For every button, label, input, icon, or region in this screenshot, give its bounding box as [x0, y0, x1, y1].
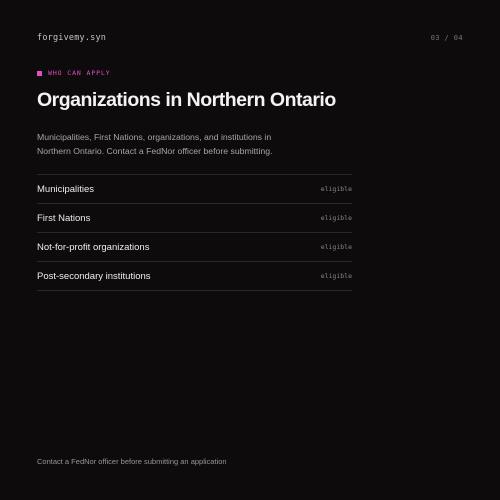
footer-note: Contact a FedNor officer before submitting an application: [37, 457, 227, 466]
list-item-status: eligible: [320, 243, 352, 251]
list-item: [37, 233, 352, 262]
list-item-status: eligible: [320, 272, 352, 280]
list-item-status: eligible: [320, 214, 352, 222]
list-item: [37, 262, 352, 291]
list-item: [37, 204, 352, 233]
eligibility-list: [37, 174, 352, 291]
page-title: Organizations in Northern Ontario: [37, 89, 336, 111]
page-indicator: 03 / 04: [430, 34, 463, 42]
list-item-label: Not-for-profit organizations: [37, 241, 150, 253]
list-item-label: First Nations: [37, 212, 91, 224]
square-bullet-icon: [37, 71, 42, 76]
eyebrow-label: WHO CAN APPLY: [48, 69, 111, 77]
brand-name: forgivemy.syn: [37, 33, 107, 43]
section-description: Municipalities, First Nations, organizations, and institutions in Northern Ontario. Contact a FedNor officer before submitting.: [37, 132, 273, 156]
list-item: [37, 175, 352, 204]
section-eyebrow: [37, 69, 111, 77]
list-item-status: eligible: [320, 185, 352, 193]
list-item-label: Municipalities: [37, 183, 95, 195]
list-item-label: Post-secondary institutions: [37, 270, 151, 282]
